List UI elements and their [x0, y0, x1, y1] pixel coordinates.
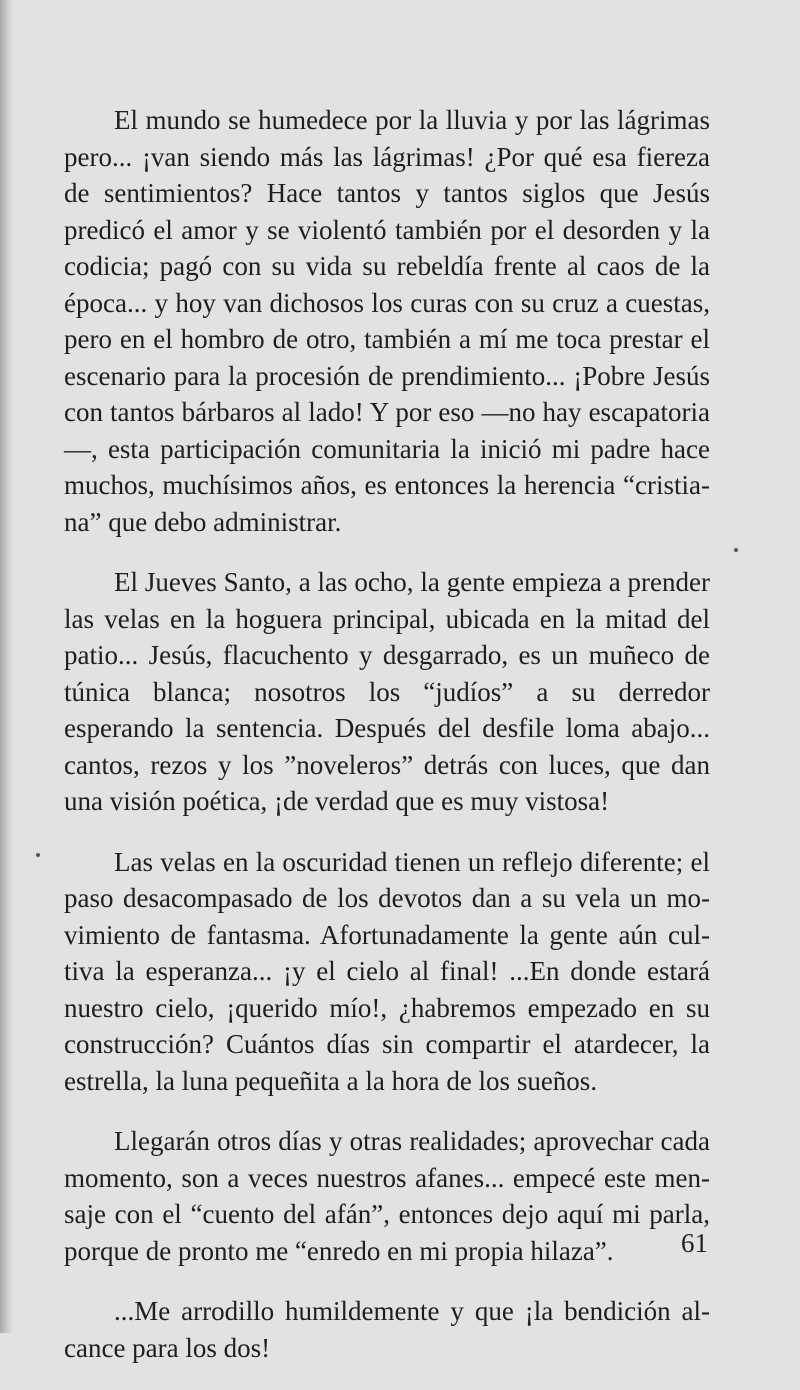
page-number: 61: [681, 1228, 708, 1258]
paragraph-5: ...Me arrodillo humildemente y que ¡la bendición alcance para los dos!: [64, 1296, 710, 1363]
page-spine-shadow: [0, 0, 14, 1333]
paragraph-2: El Jueves Santo, a las ocho, la gente empieza a prender las velas en la hoguera principal, ubicada en la mitad del patio... Jesús, flacuchento y desgarrado, es un muñeco de túnica blanca; nosotros los “judíos” a su derredor esperando la sentencia. Después del desfile loma abajo... cantos, rezos y los ”noveleros” detrás con luces, que dan una visión poética, ¡de verdad que es muy vistosa!: [64, 567, 710, 816]
paragraph-3: Las velas en la oscuridad tienen un reflejo diferente; el paso desacompasado de los devotos dan a su vela un movimiento de fantasma. Afortunadamente la gente aún cultiva la esperanza... ¡y el cielo al final! ...En donde estará nuestro cielo, ¡querido mío!, ¿habremos empezado en su construcción? Cuántos días sin compartir el atardecer, la estrella, la luna pequeñita a la hora de los sueños.: [64, 846, 710, 1096]
book-page-text: [64, 102, 710, 1390]
dust-speck: [734, 548, 738, 552]
paragraph-1: El mundo se humedece por la lluvia y por las lágrimas pero... ¡van siendo más las lágrimas! ¿Por qué esa fiereza de sentimientos? Hace tantos y tantos siglos que Jesús predicó el amor y se violentó también por el desorden y la codicia; pagó con su vida su rebeldía frente al caos de la época... y hoy van dichosos los curas con su cruz a cuestas, pero en el hombro de otro, también a mí me toca prestar el escenario para la procesión de prendimiento... ¡Pobre Jesús con tantos bárbaros al lado! Y por eso —no hay escapatoria—, esta participación comunitaria la inició mi padre hace muchos, muchísimos años, es entonces la herencia “cristiana” que debo administrar.: [64, 105, 710, 537]
paragraph-4: Llegarán otros días y otras realidades; aprovechar cada momento, son a veces nuestros afanes... empecé este mensaje con el “cuento del afán”, entonces dejo aquí mi parla, porque de pronto me “enredo en mi propia hilaza”.: [64, 1126, 710, 1266]
dust-speck: [36, 853, 40, 857]
